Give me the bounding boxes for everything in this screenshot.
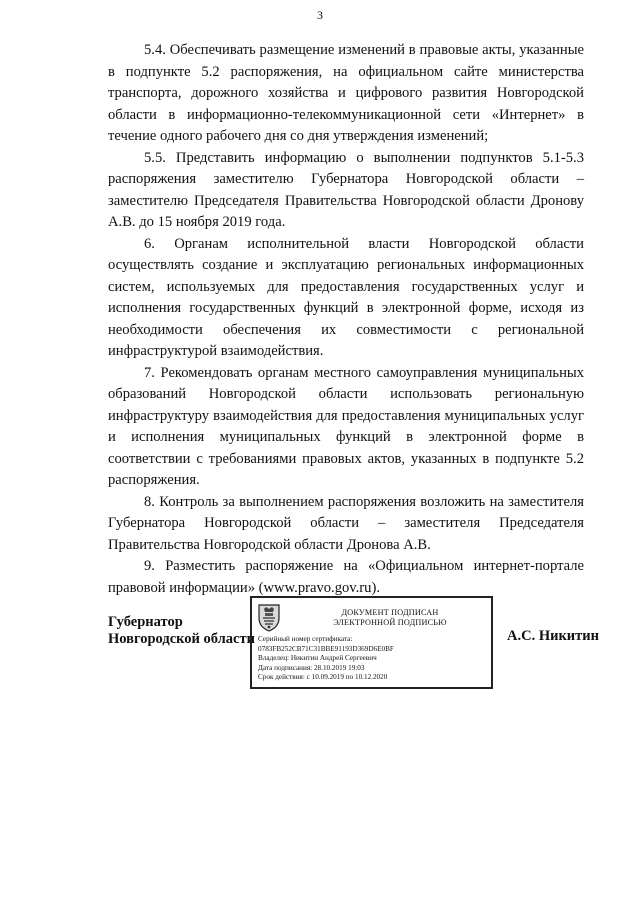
page-number: 3 (317, 8, 323, 22)
stamp-signed-date: Дата подписания: 28.10.2019 19:03 (258, 663, 365, 672)
electronic-signature-stamp (250, 596, 493, 689)
stamp-header-line2: ЭЛЕКТРОННОЙ ПОДПИСЬЮ (333, 618, 447, 627)
paragraph-7: 7. Рекомендовать органам местного самоуправления муниципальных образований Новгородской области использовать региональную инфраструктуру взаимодействия для предоставления муниципальных услуг и исполнения муниципальных функций в электронной форме в соответствии с требованиями правовых актов, указанных в подпункте 5.2 распоряжения. (108, 364, 584, 488)
stamp-owner: Владелец: Никитин Андрей Сергеевич (258, 654, 377, 663)
paragraph-9: 9. Разместить распоряжение на «Официальном интернет-портале правовой информации» (www.pravo.gov.ru). (108, 558, 584, 596)
paragraph-5-4: 5.4. Обеспечивать размещение изменений в правовые акты, указанные в подпункте 5.2 распоряжения, на официальном сайте министерства транспорта, дорожного хозяйства и цифрового развития Новгородской области в информационно-телекоммуникационной сети «Интернет» в течение одного рабочего дня со дня утверждения изменений; (108, 42, 584, 144)
stamp-header-line1: ДОКУМЕНТ ПОДПИСАН (341, 608, 439, 617)
document-body (108, 40, 584, 599)
coat-of-arms-icon (257, 602, 281, 632)
paragraph-5-5: 5.5. Представить информацию о выполнении подпунктов 5.1-5.3 распоряжения заместителю Губернатора Новгородской области – заместителю Председателя Правительства Новгородской области Дронову А.В. до 15 ноября 2019 года. (108, 149, 584, 230)
paragraph-6: 6. Органам исполнительной власти Новгородской области осуществлять создание и эксплуатацию региональных информационных систем, используемых для предоставления государственных услуг и исполнения государственных функций в электронной форме, исходя из необходимости обеспечения их совместимости с региональной инфраструктурой взаимодействия. (108, 235, 584, 359)
signatory-position (108, 614, 255, 648)
paragraph-8: 8. Контроль за выполнением распоряжения возложить на заместителя Губернатора Новгородской области – заместителя Председателя Правительства Новгородской области Дронова А.В. (108, 493, 584, 553)
signatory-position-line1: Губернатор (108, 614, 183, 630)
signatory-position-line2: Новгородской области (108, 631, 255, 647)
stamp-header (292, 608, 488, 628)
signatory-name: А.С. Никитин (507, 628, 599, 644)
stamp-cert-number: 0783FB252CB71C31BBE91193D369D6E0BF (258, 644, 394, 653)
stamp-details (258, 635, 490, 683)
stamp-cert-label: Серийный номер сертификата: (258, 635, 353, 643)
stamp-validity: Срок действия: с 10.09.2019 по 10.12.2020 (258, 673, 388, 682)
